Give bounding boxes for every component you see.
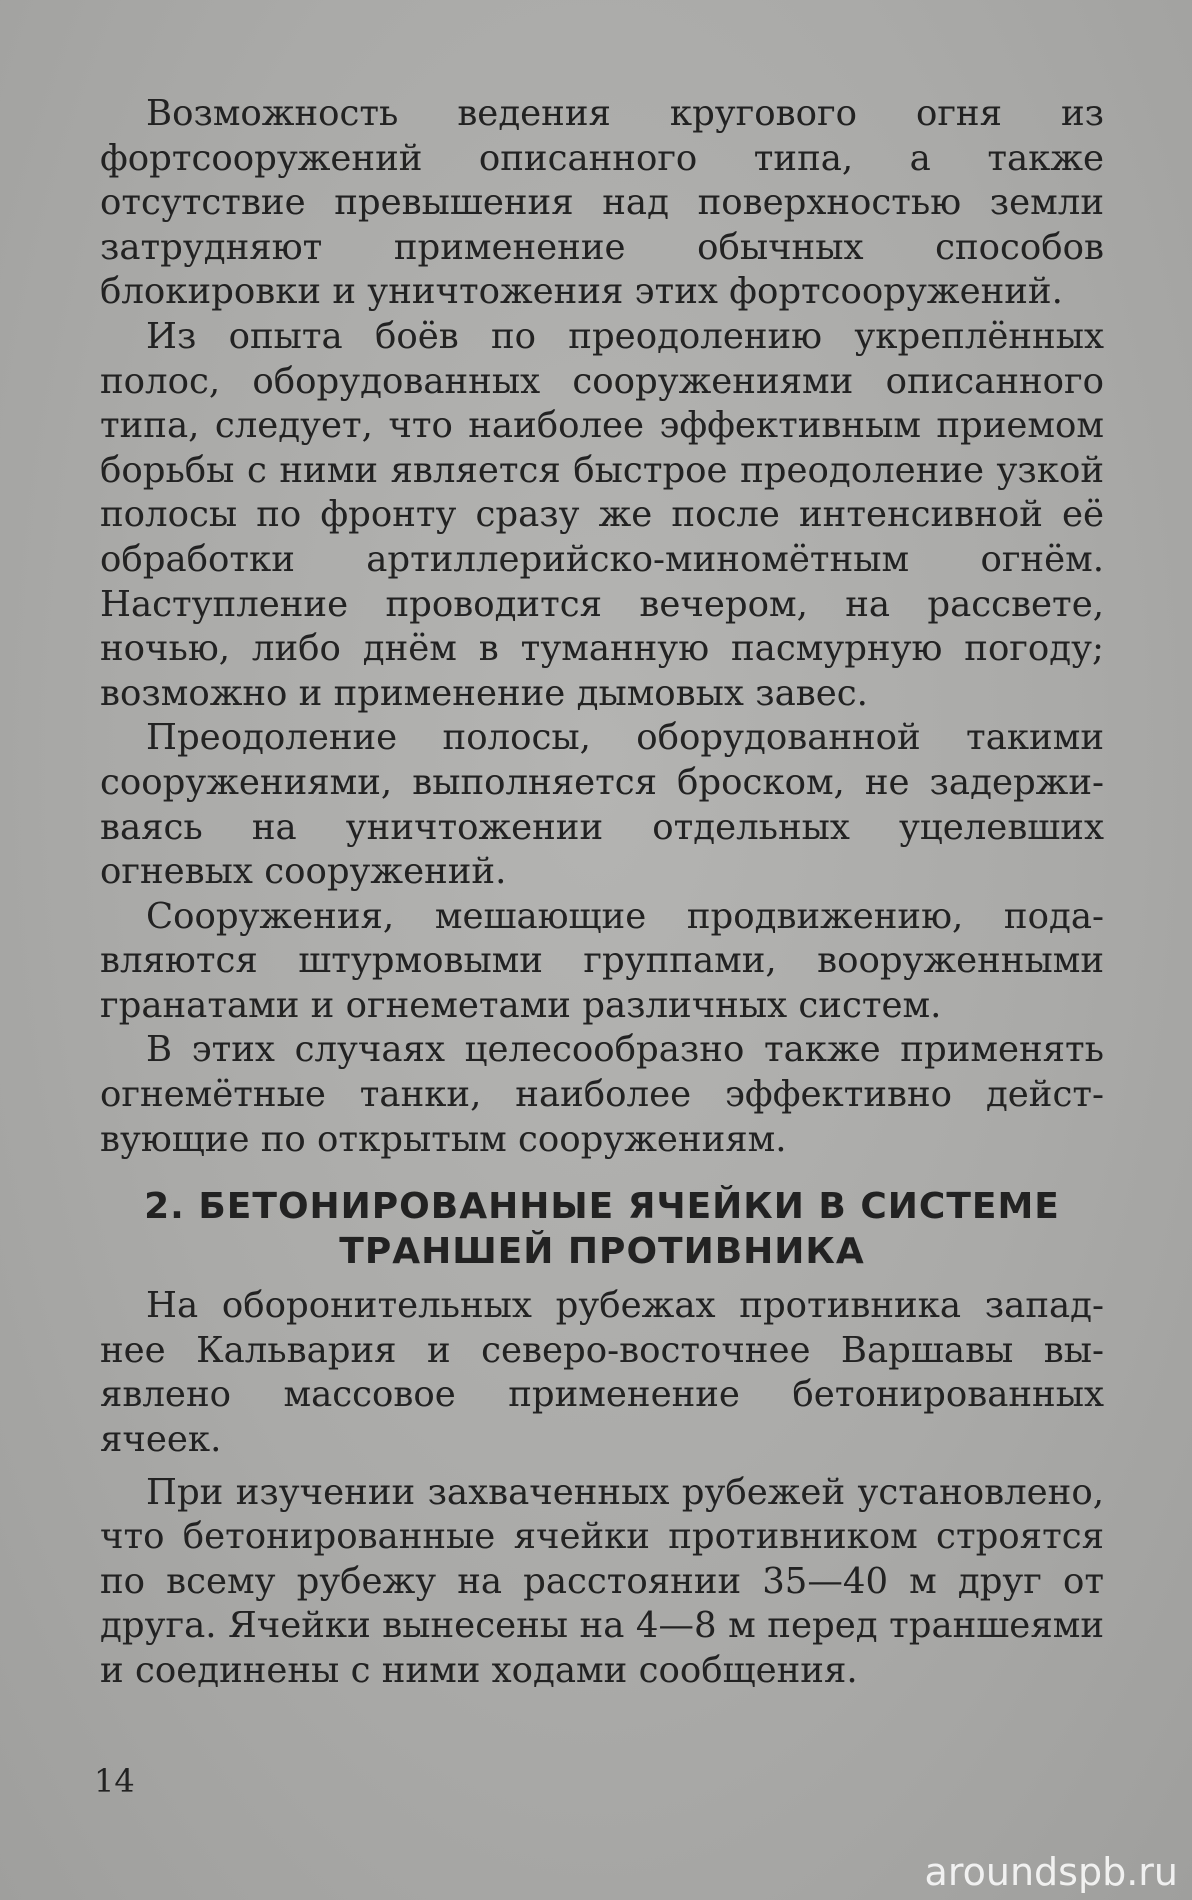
- section-heading: [100, 1184, 1104, 1274]
- paragraph: Сооружения, мешающие продвижению, подавляются штурмовыми группами, вооруженными гранатами и огнеметами различных систем.: [100, 895, 1104, 1026]
- page-text: [100, 92, 1104, 1694]
- paragraph: Из опыта боёв по преодолению укреплённых полос, оборудованных сооружениями описанного типа, следует, что наиболее эффективным приемом борьбы с ними является быстрое преодоление узкой полосы по фронту сразу же после интенсивной её обработки артиллерийско-миномётным огнём. Наступление проводится вечером, на рассвете, ночью, либо днём в туманную пасмурную погоду; возможно и применение дымовых завес.: [100, 315, 1104, 714]
- paragraph: При изучении захваченных рубежей установлено, что бетонированные ячейки противником строятся по всему рубежу на расстоянии 35—40 м друг от друга. Ячейки вынесены на 4—8 м перед траншеями и соединены с ними ходами сообщения.: [100, 1471, 1104, 1691]
- watermark: aroundspb.ru: [924, 1850, 1178, 1894]
- paragraph: На оборонительных рубежах противника западнее Кальвария и северо-восточнее Варшавы выявлено массовое применение бетонированных ячеек.: [100, 1285, 1104, 1461]
- paragraph: Преодоление полосы, оборудованной такими сооружениями, выполняется броском, не задерживаясь на уничтожении отдельных уцелевших огневых сооружений.: [100, 717, 1104, 893]
- paragraph: В этих случаях целесообразно также применять огнемётные танки, наиболее эффективно действующие по открытым сооружениям.: [100, 1029, 1104, 1160]
- paragraph: Возможность ведения кругового огня из фортсооружений описанного типа, а также отсутствие превышения над поверхностью земли затрудняют применение обычных способов блокировки и уничтожения этих фортсооружений.: [100, 93, 1104, 313]
- section-heading-line: 2. БЕТОНИРОВАННЫЕ ЯЧЕЙКИ В СИСТЕМЕ: [144, 1186, 1060, 1228]
- section-heading-line: ТРАНШЕЙ ПРОТИВНИКА: [339, 1231, 865, 1273]
- page-number: 14: [94, 1762, 135, 1800]
